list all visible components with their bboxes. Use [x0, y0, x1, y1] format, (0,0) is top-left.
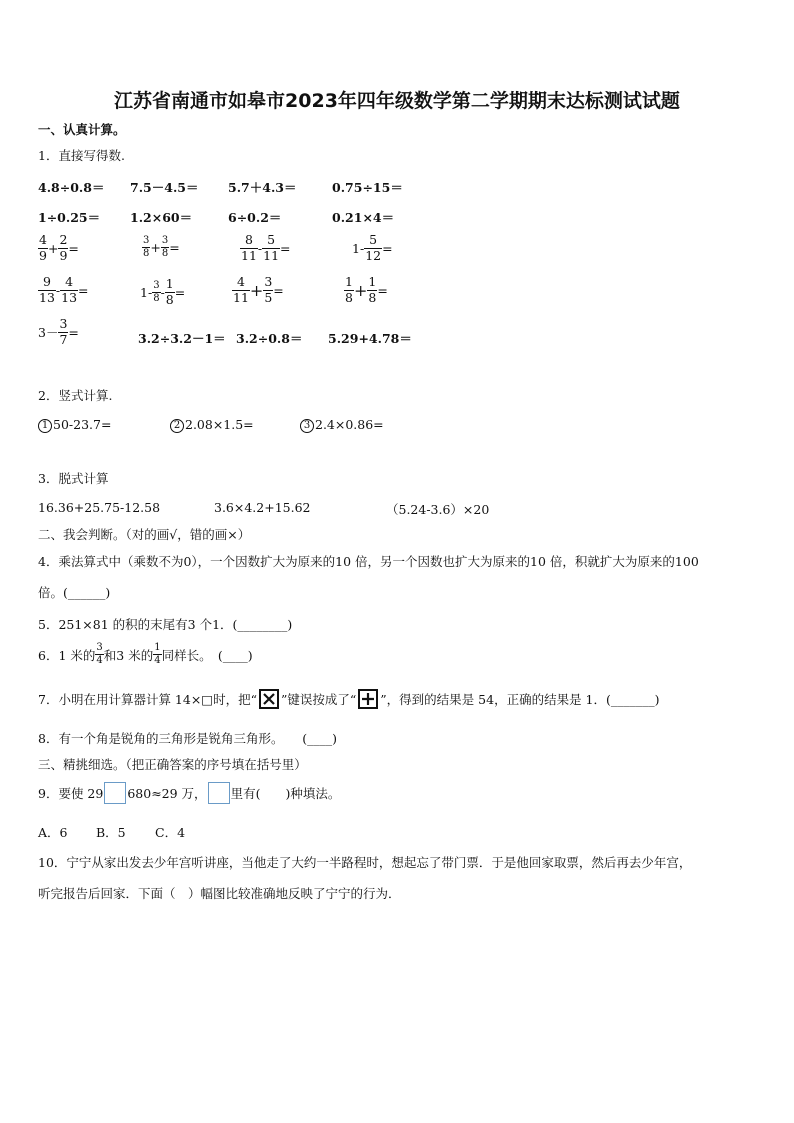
q1-r3-d: 1- $\frac{5}{12}$ = [352, 232, 393, 263]
multiply-key-icon [259, 689, 279, 709]
q1-r1-d: 0.75÷15＝ [332, 180, 403, 195]
q3-item-3: （5.24-3.6）×20 [386, 502, 490, 517]
q4-line-1: 4．乘法算式中（乘数不为0），一个因数扩大为原来的10 倍，另一个因数也扩大为原来的10 倍，积就扩大为原来的100 [38, 554, 699, 569]
q1-r4-d: $\frac{1}{8}$ + $\frac{1}{8}$ = [345, 274, 388, 305]
q1-r5-a: 3－ $\frac{3}{7}$ = [38, 316, 79, 347]
q9-digit-box[interactable] [104, 782, 126, 804]
q3-label: 3．脱式计算 [38, 471, 109, 486]
q1-r3-a: $\frac{4}{9}$ + $\frac{2}{9}$ = [39, 232, 79, 263]
q1-r1-b: 7.5－4.5＝ [130, 180, 199, 195]
q10-line-2: 听完报告后回家．下面（ ）幅图比较准确地反映了宁宁的行为． [38, 886, 401, 901]
q4-line-2: 倍。(______) [38, 585, 111, 600]
q2-item-2: 2 2.08×1.5= [170, 417, 254, 433]
section-2-heading: 二、我会判断。（对的画√，错的画×） [38, 527, 251, 542]
q3-item-1: 16.36+25.75-12.58 [38, 500, 161, 515]
q9-digit-box-ref [208, 782, 230, 804]
q1-label: 1．直接写得数. [38, 148, 125, 163]
section-1-heading: 一、认真计算。 [38, 122, 126, 137]
q1-r2-a: 1÷0.25＝ [38, 210, 101, 225]
q1-r1-c: 5.7＋4.3＝ [228, 180, 297, 195]
q1-r4-a: $\frac{9}{13}$ - $\frac{4}{13}$ = [39, 274, 89, 305]
q9-option-b: B．5 [96, 825, 126, 840]
q5: 5．251×81 的积的末尾有3 个1．(________) [38, 617, 293, 632]
q1-r5-d: 5.29+4.78＝ [328, 331, 412, 346]
q1-r4-c: $\frac{4}{11}$ + $\frac{3}{5}$ = [233, 274, 284, 305]
q1-r3-b: $\frac{3}{8}$ + $\frac{3}{8}$ = [143, 235, 180, 259]
q7: 7．小明在用计算器计算 14×□时，把“ ”键误按成了“ ”，得到的结果是 54，正确的结果是 1．(_______) [38, 689, 660, 709]
q1-r3-c: $\frac{8}{11}$ - $\frac{5}{11}$ = [241, 232, 291, 263]
q9: 9．要使 29 680≈29 万， 里有( )种填法。 [38, 782, 340, 804]
q1-r5-c: 3.2÷0.8＝ [236, 331, 303, 346]
plus-key-icon [358, 689, 378, 709]
q1-r5-b: 3.2÷3.2－1＝ [138, 331, 226, 346]
q2-label: 2．竖式计算. [38, 388, 113, 403]
q1-r1-a: 4.8÷0.8＝ [38, 180, 105, 195]
q1-r2-c: 6÷0.2＝ [228, 210, 282, 225]
q9-option-c: C．4 [155, 825, 186, 840]
q1-r4-b: 1- $\frac{3}{8}$ - $\frac{1}{8}$ = [140, 276, 186, 307]
q1-r2-d: 0.21×4＝ [332, 210, 395, 225]
q2-item-3: 3 2.4×0.86= [300, 417, 384, 433]
page-title: 江苏省南通市如皋市2023年四年级数学第二学期期末达标测试试题 [114, 90, 680, 112]
section-3-heading: 三、精挑细选。（把正确答案的序号填在括号里） [38, 757, 307, 772]
q8: 8．有一个角是锐角的三角形是锐角三角形。 (____) [38, 731, 337, 746]
q1-r2-b: 1.2×60＝ [130, 210, 193, 225]
q6: 6．1 米的 $\frac{3}{4}$ 和3 米的 $\frac{1}{4}$ 同样长。 (____) [38, 642, 253, 666]
q3-item-2: 3.6×4.2+15.62 [214, 500, 311, 515]
q10-line-1: 10．宁宁从家出发去少年宫听讲座，当他走了大约一半路程时，想起忘了带门票．于是他回家取票，然后再去少年宫， [38, 855, 692, 870]
q2-item-1: 1 50-23.7= [38, 417, 111, 433]
q9-option-a: A．6 [38, 825, 68, 840]
